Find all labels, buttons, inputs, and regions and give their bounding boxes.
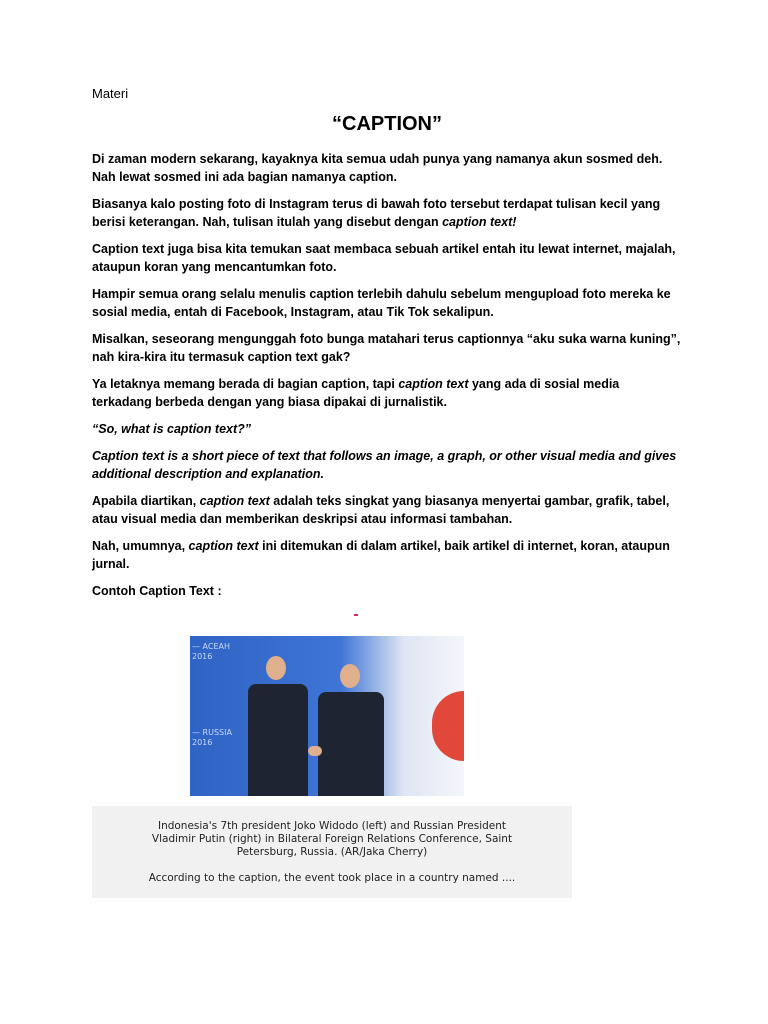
- paragraph-text: Hampir semua orang selalu menulis caption terlebih dahulu sebelum mengupload foto mereka ke sosial media, entah di Facebook, Instagram, atau Tik Tok sekalipun.: [92, 287, 671, 319]
- body-paragraph: [92, 582, 682, 600]
- photo-backdrop-logo: [432, 691, 464, 761]
- photo-caption-line: Petersburg, Russia. (AR/Jaka Cherry): [236, 846, 428, 858]
- paragraph-text: Nah, umumnya,: [92, 539, 189, 553]
- paragraph-text: Ya letaknya memang berada di bagian caption, tapi: [92, 377, 399, 391]
- document-page: [92, 86, 682, 609]
- body-paragraph: [92, 537, 682, 573]
- photo-backdrop-text: 2016: [192, 738, 213, 747]
- person-right: [318, 636, 384, 796]
- body-paragraph: [92, 195, 682, 231]
- paragraph-text: Di zaman modern sekarang, kayaknya kita semua udah punya yang namanya akun sosmed deh. Nah lewat sosmed ini ada bagian namanya caption.: [92, 152, 663, 184]
- paragraph-text: Biasanya kalo posting foto di Instagram terus di bawah foto tersebut terdapat tulisan kecil yang berisi keterangan. Nah, tulisan itulah yang disebut dengan: [92, 197, 661, 229]
- body-paragraph: [92, 375, 682, 411]
- italic-text: Caption text is a short piece of text that follows an image, a graph, or other visual media and gives additional description and explanation.: [92, 449, 677, 481]
- person-left: [248, 636, 308, 796]
- body-paragraph: [92, 330, 682, 366]
- paragraph-text: Misalkan, seseorang mengunggah foto bunga matahari terus captionnya “aku suka warna kuning”, nah kira-kira itu termasuk caption text gak?: [92, 332, 681, 364]
- red-mark: [354, 614, 358, 616]
- paragraph-text: Apabila diartikan,: [92, 494, 200, 508]
- photo-backdrop-text: — RUSSIA: [192, 728, 232, 737]
- photo-caption-box: [92, 806, 572, 898]
- caption-question: According to the caption, the event took place in a country named ....: [148, 872, 516, 884]
- document-body: [92, 150, 682, 600]
- body-paragraph: [92, 492, 682, 528]
- body-paragraph: [92, 420, 682, 438]
- body-paragraph: [92, 240, 682, 276]
- photo-caption-line: Indonesia's 7th president Joko Widodo (left) and Russian President: [157, 820, 507, 832]
- body-paragraph: [92, 285, 682, 321]
- italic-text: caption text: [398, 377, 469, 391]
- body-paragraph: [92, 447, 682, 483]
- paragraph-text: yang ada di sosial media terkadang berbeda dengan yang biasa dipakai di jurnalistik.: [92, 377, 620, 409]
- italic-text: caption text!: [442, 215, 517, 229]
- paragraph-text: Contoh Caption Text :: [92, 584, 222, 598]
- italic-text: “So, what is caption text?”: [92, 422, 252, 436]
- document-label: Materi: [92, 86, 129, 101]
- example-photo: [190, 636, 464, 796]
- handshake: [308, 746, 322, 756]
- paragraph-text: Caption text juga bisa kita temukan saat membaca sebuah artikel entah itu lewat internet, majalah, ataupun koran yang mencantumkan foto.: [92, 242, 676, 274]
- paragraph-text: ini ditemukan di dalam artikel, baik artikel di internet, koran, ataupun jurnal.: [92, 539, 670, 571]
- document-title: “CAPTION”: [332, 113, 442, 135]
- body-paragraph: [92, 150, 682, 186]
- photo-caption-line: Vladimir Putin (right) in Bilateral Foreign Relations Conference, Saint: [151, 833, 513, 845]
- italic-text: caption text: [188, 539, 259, 553]
- caption-example-figure: [92, 610, 572, 900]
- paragraph-text: adalah teks singkat yang biasanya menyertai gambar, grafik, tabel, atau visual media dan memberikan deskripsi atau informasi tambahan.: [92, 494, 670, 526]
- italic-text: caption text: [199, 494, 270, 508]
- photo-backdrop-text: — ACEAH: [192, 642, 231, 651]
- photo-backdrop-text: 2016: [192, 652, 213, 661]
